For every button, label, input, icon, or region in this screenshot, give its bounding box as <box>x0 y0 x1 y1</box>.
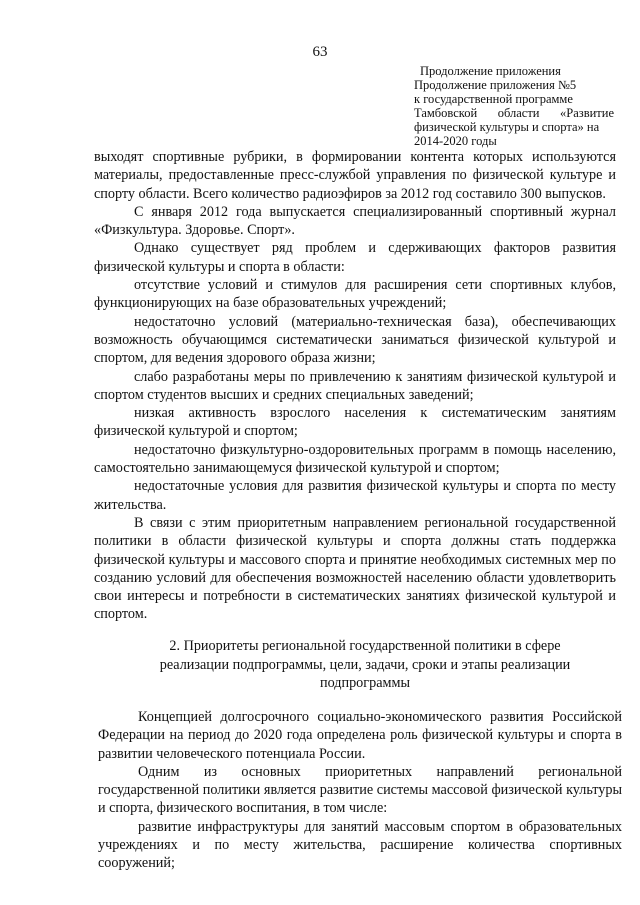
body-text-block <box>94 148 616 624</box>
paragraph: Однако существует ряд проблем и сдерживающих факторов развития физической культуры и спорта в области: <box>94 240 616 275</box>
appendix-line-4-word-1: Тамбовской <box>414 106 478 120</box>
section-heading-line-1: 2. Приоритеты региональной государственной политики в сфере <box>169 638 561 654</box>
section-heading-line-3: подпрограммы <box>320 675 410 691</box>
paragraph: Одним из основных приоритетных направлений региональной государственной политики является развитие системы массовой физической культуры и спорта, физического воспитания, в том числе: <box>98 763 622 817</box>
appendix-header <box>414 64 614 148</box>
appendix-line-3: к государственной программе <box>414 92 573 106</box>
section-body-text <box>98 708 622 873</box>
list-item: развитие инфраструктуры для занятий массовым спортом в образовательных учреждениях и по месту жительства, расширение количества спортивных сооружений; <box>98 818 622 872</box>
paragraph: С января 2012 года выпускается специализированный спортивный журнал «Физкультура. Здоровье. Спорт». <box>94 203 616 239</box>
appendix-line-5: физической культуры и спорта» на <box>414 120 600 134</box>
paragraph: выходят спортивные рубрики, в формировании контента которых используются материалы, предоставленные пресс-службой управления по физической культуре и спорту области. Всего количество радиоэфиров за 2012 год составило 300 выпусков. <box>94 149 616 202</box>
paragraph: Концепцией долгосрочного социально-экономического развития Российской Федерации на период до 2020 года определена роль физической культуры и спорта в развитии человеческого потенциала России. <box>98 709 622 762</box>
appendix-line-2: Продолжение приложения №5 <box>414 78 577 92</box>
section-heading <box>150 637 580 693</box>
list-item: недостаточно условий (материально-техническая база), обеспечивающих возможность обучающимся систематически заниматься физической культурой и спортом, для ведения здорового образа жизни; <box>94 313 616 367</box>
appendix-line-6: 2014-2020 годы <box>414 134 497 148</box>
list-item: низкая активность взрослого населения к систематическим занятиям физической культурой и спортом; <box>94 405 616 440</box>
list-item: недостаточно физкультурно-оздоровительных программ в помощь населению, самостоятельно занимающемуся физической культурой и спортом; <box>94 441 616 477</box>
appendix-line-4 <box>414 106 614 120</box>
list-item: слабо разработаны меры по привлечению к занятиям физической культурой и спортом студентов высших и средних специальных заведений; <box>94 368 616 403</box>
list-item: отсутствие условий и стимулов для расширения сети спортивных клубов, функционирующих на базе образовательных учреждений; <box>94 277 616 312</box>
section-heading-line-2: реализации подпрограммы, цели, задачи, сроки и этапы реализации <box>159 656 571 673</box>
list-item: недостаточные условия для развития физической культуры и спорта по месту жительства. <box>94 478 616 513</box>
appendix-line-4-word-2: области <box>497 106 540 120</box>
page-number: 63 <box>312 44 328 60</box>
appendix-line-4-word-3: «Развитие <box>560 106 614 120</box>
appendix-line-1: Продолжение приложения <box>420 64 561 78</box>
paragraph: В связи с этим приоритетным направлением региональной государственной политики в области физической культуры и спорта должны стать поддержка физической культуры и массового спорта и принятие необходимых системных мер по созданию условий для обеспечения возможностей населению области удовлетворить свои интересы и потребности в систематических занятиях физической культурой и спортом. <box>94 514 616 623</box>
